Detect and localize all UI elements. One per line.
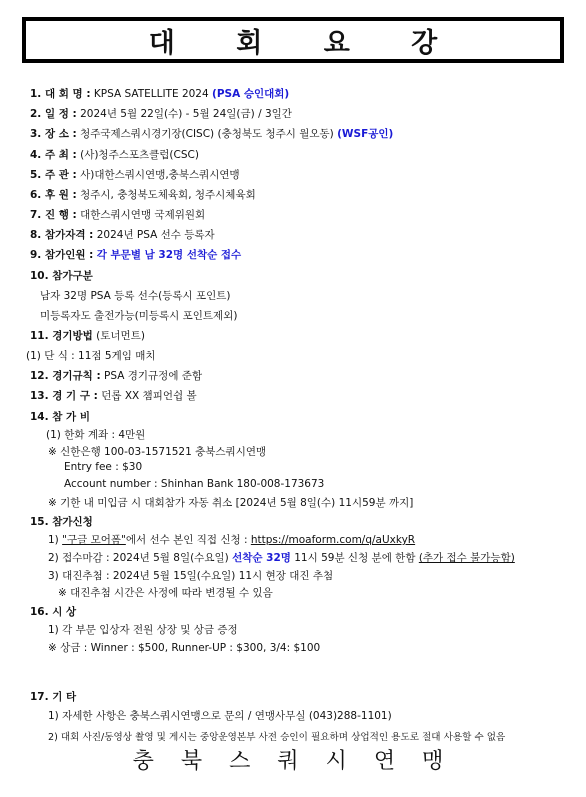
- item-10-line-2: 미등록자도 출전가능(미등록시 포인트제외): [40, 310, 238, 322]
- item-17-heading: 17. 기 타: [30, 691, 77, 703]
- item-5: 5. 주 관 : 사)대한스쿼시연맹,충북스쿼시연맹: [30, 169, 240, 181]
- item-8: 8. 참가자격 : 2024년 PSA 선수 등록자: [30, 229, 215, 241]
- item-16-line-2: ※ 상금 : Winner : $500, Runner-UP : $300, 3/4: $100: [48, 642, 321, 654]
- registration-link[interactable]: https://moaform.com/q/aUxkyR: [250, 534, 416, 546]
- item-14-line-1: (1) 한화 계좌 : 4만원: [46, 429, 146, 441]
- item-10-heading: 10. 참가구분: [30, 270, 93, 282]
- item-14-line-2: ※ 신한은행 100-03-1571521 충북스쿼시연맹: [48, 446, 267, 458]
- item-2: 2. 일 정 : 2024년 5월 22일(수) - 5월 24일(금) / 3일간: [30, 108, 292, 120]
- item-14-line-3: Entry fee : $30: [64, 461, 143, 473]
- item-4: 4. 주 최 : (사)청주스포츠클럽(CSC): [30, 149, 199, 161]
- item-11: 11. 경기방법 (토너먼트): [30, 330, 145, 342]
- item-15-line-3: 3) 대진추첨 : 2024년 5월 15일(수요일) 11시 현장 대진 추첨: [48, 570, 334, 582]
- item-16-heading: 16. 시 상: [30, 606, 77, 618]
- item-14-line-4: Account number : Shinhan Bank 180-008-173673: [64, 478, 325, 490]
- item-15-line-2: 2) 접수마감 : 2024년 5월 8일(수요일) 선착순 32명 11시 59분 신청 분에 한함 (추가 접수 불가능함): [48, 552, 515, 564]
- item-17-line-2: 2) 대회 사진/동영상 촬영 및 게시는 중앙운영본부 사전 승인이 필요하며 상업적인 용도로 절대 사용할 수 없음: [48, 732, 506, 743]
- title-box: [22, 17, 564, 63]
- google-form-label: "구글 모어폼": [62, 534, 126, 546]
- item-15-heading: 15. 참가신청: [30, 516, 93, 528]
- item-12: 12. 경기규칙 : PSA 경기규정에 준함: [30, 370, 203, 382]
- item-15-line-4: ※ 대진추첨 시간은 사정에 따라 변경될 수 있음: [58, 587, 273, 599]
- organizer-footer: 충 북 스 쿼 시 연 맹: [132, 749, 454, 774]
- item-14-line-5: ※ 기한 내 미입금 시 대회참가 자동 취소 [2024년 5월 8일(수) 11시59분 까지]: [48, 497, 414, 509]
- item-16-line-1: 1) 각 부문 입상자 전원 상장 및 상금 증정: [48, 624, 238, 636]
- item-6: 6. 후 원 : 청주시, 충청북도체육회, 청주시체육회: [30, 189, 256, 201]
- item-10-line-1: 남자 32명 PSA 등록 선수(등록시 포인트): [40, 290, 231, 302]
- item-3: 3. 장 소 : 청주국제스쿼시경기장(CISC) (충청북도 청주시 월오동) (WSF공인): [30, 128, 394, 140]
- item-9: 9. 참가인원 : 각 부문별 남 32명 선착순 접수: [30, 249, 242, 261]
- item-1: 1. 대 회 명 : KPSA SATELLITE 2024 (PSA 승인대회): [30, 88, 290, 100]
- item-7: 7. 진 행 : 대한스쿼시연맹 국제위원회: [30, 209, 206, 221]
- item-15-line-1: 1) "구글 모어폼"에서 선수 본인 직접 신청 : https://moaform.com/q/aUxkyR: [48, 534, 416, 546]
- item-14-heading: 14. 참 가 비: [30, 411, 90, 423]
- item-17-line-1: 1) 자세한 사항은 충북스쿼시연맹으로 문의 / 연맹사무실 (043)288-1101): [48, 710, 392, 722]
- item-11-line-1: (1) 단 식 : 11점 5게임 매치: [26, 350, 156, 362]
- document-title: 대 회 요 강: [26, 21, 560, 59]
- item-13: 13. 경 기 구 : 던롭 XX 챔피언쉽 볼: [30, 390, 197, 402]
